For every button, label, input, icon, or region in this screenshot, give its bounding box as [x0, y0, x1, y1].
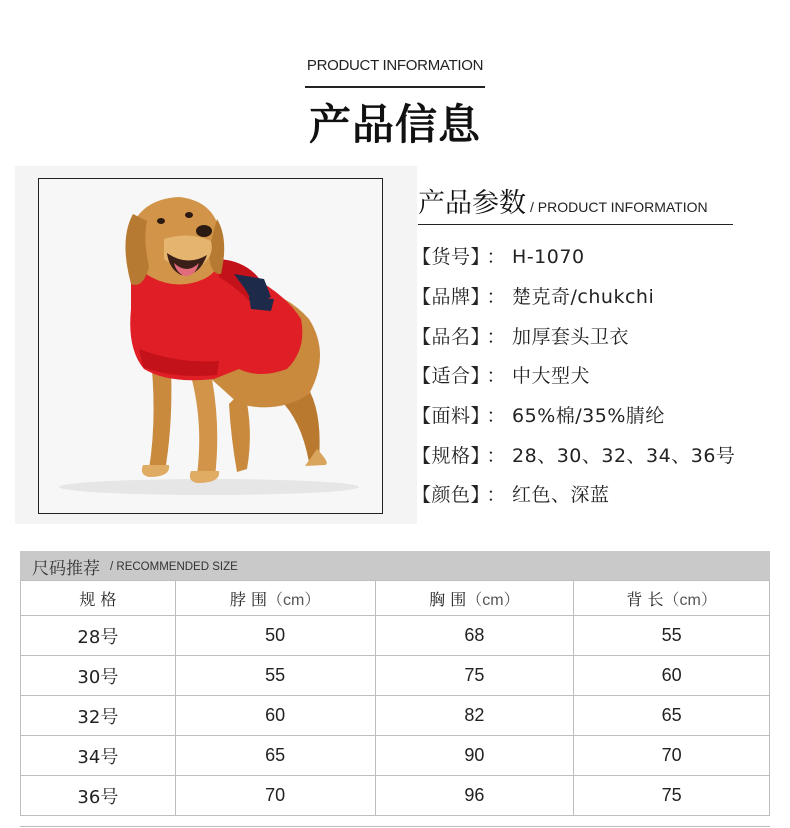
table-row: [21, 776, 770, 816]
spec-colon: ：: [486, 286, 507, 308]
spec-label: 【品名】: [412, 326, 481, 348]
spec-label: 【面料】: [412, 405, 481, 427]
spec-value: 楚克奇/chukchi: [512, 286, 655, 308]
header-divider: [305, 86, 485, 88]
spec-colon: ：: [486, 246, 507, 268]
table-row: [21, 616, 770, 656]
back-length-cell: 75: [574, 776, 770, 816]
back-length-cell: 70: [574, 736, 770, 776]
spec-row-sizes: [412, 441, 735, 468]
params-title-en: / PRODUCT INFORMATION: [530, 199, 708, 215]
back-length-cell: 55: [574, 616, 770, 656]
spec-value: 中大型犬: [512, 365, 591, 387]
spec-colon: ：: [486, 405, 507, 427]
dog-in-hoodie-illustration: [39, 179, 383, 514]
chest-cell: 75: [375, 656, 574, 696]
spec-value: 28、30、32、34、36号: [512, 445, 736, 467]
spec-row-brand: [412, 282, 654, 309]
params-title: [418, 181, 708, 220]
size-cell: 36号: [21, 776, 176, 816]
product-photo: [38, 178, 383, 514]
header-title-cn: 产品信息: [308, 100, 481, 149]
params-divider: [418, 224, 733, 225]
bottom-divider: [20, 826, 770, 827]
size-chart-header: [20, 551, 770, 580]
size-table-header-row: [21, 581, 770, 616]
spec-label: 【适合】: [412, 365, 481, 387]
params-title-cn: 产品参数: [418, 188, 526, 219]
neck-cell: 60: [175, 696, 375, 736]
col-header-neck: 脖 围（cm）: [175, 581, 375, 616]
spec-colon: ：: [486, 365, 507, 387]
col-header-chest: 胸 围（cm）: [375, 581, 574, 616]
spec-label: 【颜色】: [412, 484, 481, 506]
spec-label: 【规格】: [412, 445, 481, 467]
size-cell: 28号: [21, 616, 176, 656]
chest-cell: 90: [375, 736, 574, 776]
spec-value: 65%棉/35%腈纶: [512, 405, 665, 427]
chest-cell: 68: [375, 616, 574, 656]
table-row: [21, 696, 770, 736]
col-header-size: 规 格: [21, 581, 176, 616]
spec-label: 【品牌】: [412, 286, 481, 308]
neck-cell: 70: [175, 776, 375, 816]
spec-row-suitable: [412, 361, 590, 388]
spec-value: H-1070: [512, 246, 585, 268]
spec-colon: ：: [486, 484, 507, 506]
spec-value: 红色、深蓝: [512, 484, 610, 506]
size-cell: 32号: [21, 696, 176, 736]
table-row: [21, 736, 770, 776]
col-header-back-length: 背 长（cm）: [574, 581, 770, 616]
back-length-cell: 65: [574, 696, 770, 736]
spec-colon: ：: [486, 445, 507, 467]
header-title-en: PRODUCT INFORMATION: [306, 57, 484, 74]
chest-cell: 82: [375, 696, 574, 736]
size-chart-title-en: / RECOMMENDED SIZE: [110, 561, 238, 573]
size-chart-title-cn: 尺码推荐: [32, 559, 100, 579]
spec-value: 加厚套头卫衣: [512, 326, 630, 348]
spec-row-product-name: [412, 322, 629, 349]
spec-row-item-number: [412, 242, 585, 269]
spec-label: 【货号】: [412, 246, 481, 268]
spec-colon: ：: [486, 326, 507, 348]
spec-row-colors: [412, 480, 610, 507]
neck-cell: 50: [175, 616, 375, 656]
neck-cell: 65: [175, 736, 375, 776]
table-row: [21, 656, 770, 696]
neck-cell: 55: [175, 656, 375, 696]
back-length-cell: 60: [574, 656, 770, 696]
chest-cell: 96: [375, 776, 574, 816]
size-cell: 30号: [21, 656, 176, 696]
size-table: [20, 580, 770, 816]
spec-row-fabric: [412, 401, 665, 428]
size-cell: 34号: [21, 736, 176, 776]
